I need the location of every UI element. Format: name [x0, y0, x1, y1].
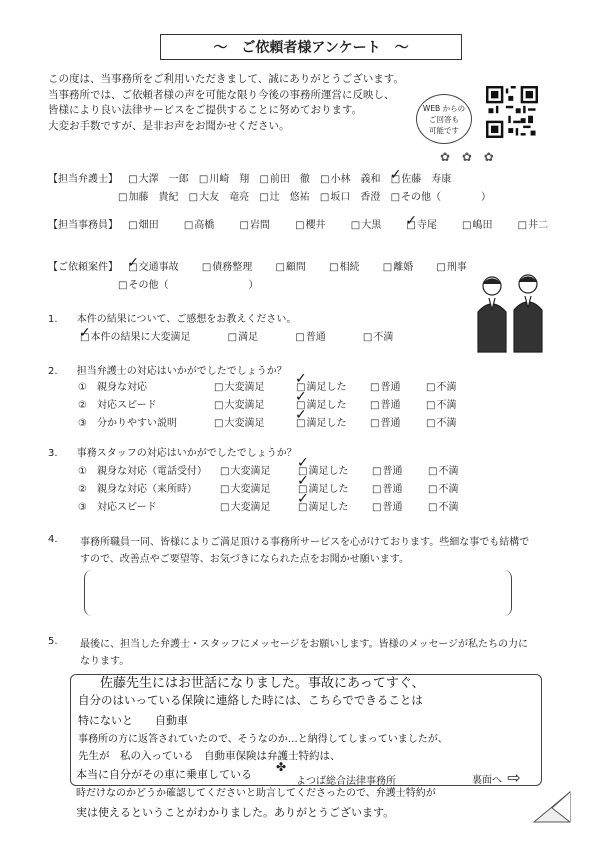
- q3-option[interactable]: □ 普通: [372, 462, 402, 477]
- intro-line: 皆様により良い法律サービスをご提供することに努めております。: [48, 104, 363, 116]
- q3-option-checked[interactable]: □ 満足した ✓: [298, 498, 348, 513]
- q2-item: [78, 378, 478, 396]
- q4-line: すので、改善点やご要望等、お気づきになられた点をお聞かせ願います。: [80, 554, 409, 565]
- intro-line: 大変お手数ですが、是非お声をお聞かせください。: [48, 119, 290, 132]
- q2-option[interactable]: □ 大変満足: [214, 414, 264, 429]
- staff-option[interactable]: □ 岩間: [239, 220, 269, 231]
- lawyer-option[interactable]: □ 小林 義和: [320, 174, 380, 185]
- q2-option-checked[interactable]: □ 満足した ✓: [296, 378, 346, 393]
- case-row-1: [48, 258, 474, 273]
- handwritten-line: 自分のはいっている保険に連絡した時には、こちらでできることは: [78, 693, 423, 707]
- q2-option[interactable]: □ 大変満足: [214, 378, 264, 393]
- intro-text: [48, 72, 468, 134]
- lawyer-option[interactable]: □ 坂口 香澄: [320, 192, 380, 203]
- item-label: ① 親身な対応（電話受付）: [78, 466, 207, 477]
- case-option-checked[interactable]: □ 交通事故 ✓: [128, 262, 178, 273]
- case-option[interactable]: □ 相続: [329, 262, 359, 273]
- q4-heading: [48, 534, 58, 545]
- staff-option[interactable]: □ 大黒: [351, 220, 381, 231]
- back-page-label: 裏面へ: [472, 775, 502, 786]
- q2-option[interactable]: □ 普通: [370, 378, 400, 393]
- q3-option-checked[interactable]: □ 満足した ✓: [298, 462, 348, 477]
- q2-heading: [48, 362, 287, 377]
- case-label: 【ご依頼案件】: [48, 262, 118, 273]
- item-label: ② 対応スピード: [78, 400, 157, 411]
- q3-grid: [78, 462, 498, 516]
- staff-illustration: [472, 272, 550, 360]
- bubble-line: ご回答も: [429, 114, 459, 124]
- q3-option[interactable]: □ 大変満足: [220, 480, 270, 495]
- arrow-right-icon: ⇨: [507, 768, 521, 787]
- q4-line: 事務所職員一同、皆様によりご満足頂ける事務所サービスを心がけております。些細な事でも結構で: [80, 537, 530, 548]
- lawyer-option[interactable]: □ 辻 悠祐: [259, 192, 309, 203]
- page-title: ～ ご依頼者様アンケート ～: [160, 34, 462, 60]
- q2-option[interactable]: □ 普通: [370, 396, 400, 411]
- case-row-2: [118, 276, 265, 291]
- lawyer-option[interactable]: □ 加藤 貴紀: [118, 192, 178, 203]
- handwritten-line: 特にないと 自動車: [78, 714, 188, 727]
- case-option[interactable]: □ 顧問: [275, 262, 305, 273]
- q5-heading: [48, 636, 58, 647]
- back-page-link[interactable]: [472, 768, 521, 787]
- staff-option-checked[interactable]: □ 寺尾 ✓: [406, 220, 436, 231]
- q3-item: [78, 462, 498, 480]
- q2-option[interactable]: □ 不満: [426, 396, 456, 411]
- intro-line: この度は、当事務所をご利用いただきまして、誠にありがとうございます。: [48, 73, 404, 85]
- q2-item: [78, 396, 478, 414]
- item-label: ③ 対応スピード: [78, 502, 157, 513]
- question-text: 事務スタッフの対応はいかがでしたでしょうか？: [76, 448, 297, 459]
- q1-option[interactable]: □ 満足: [228, 332, 258, 343]
- firm-name: よつば総合法律事務所: [296, 776, 396, 787]
- page-curl-icon: [532, 790, 572, 824]
- item-label: ① 親身な対応: [78, 382, 147, 393]
- q3-option[interactable]: □ 不満: [428, 498, 458, 513]
- q2-option-checked[interactable]: □ 満足した ✓: [296, 396, 346, 411]
- q3-option[interactable]: □ 普通: [372, 480, 402, 495]
- q5-line: 最後に、担当した弁護士・スタッフにメッセージをお願いします。皆様のメッセージが私たちの力に: [80, 639, 528, 650]
- q2-option-checked[interactable]: □ 満足した ✓: [296, 414, 346, 429]
- q5-line: なります。: [80, 656, 130, 667]
- handwritten-line: 実は使えるということがわかりました。ありがとうございます。: [76, 806, 395, 819]
- q2-option[interactable]: □ 不満: [426, 414, 456, 429]
- q1-heading: [48, 310, 296, 325]
- qr-code[interactable]: [486, 86, 538, 138]
- question-text: 本件の結果について、ご感想をお教えください。: [76, 314, 297, 325]
- q3-option[interactable]: □ 大変満足: [220, 498, 270, 513]
- clover-logo-icon: ✤: [276, 760, 287, 774]
- lawyer-option[interactable]: □ その他（ ）: [391, 192, 491, 203]
- q2-grid: [78, 378, 478, 432]
- q5-text: [80, 636, 550, 670]
- lawyer-option[interactable]: □ 前田 徹: [259, 174, 309, 185]
- question-number: 3.: [48, 448, 58, 459]
- staff-option[interactable]: □ 櫻井: [295, 220, 325, 231]
- clover-decoration: ✿ ✿ ✿: [440, 150, 498, 164]
- handwritten-line: 本当に自分がその車に乗車している: [76, 768, 252, 781]
- bubble-line: 可能です: [429, 125, 459, 135]
- staff-option[interactable]: □ 畑田: [128, 220, 158, 231]
- q2-item: [78, 414, 478, 432]
- lawyer-label: 【担当弁護士】: [48, 174, 118, 185]
- question-number: 1.: [48, 314, 58, 325]
- q2-option[interactable]: □ 普通: [370, 414, 400, 429]
- staff-row: [48, 216, 555, 231]
- lawyer-row-2: [118, 188, 498, 203]
- q3-item: [78, 498, 498, 516]
- q1-options: [80, 328, 400, 343]
- q3-option[interactable]: □ 不満: [428, 480, 458, 495]
- q1-option-checked[interactable]: □ 本件の結果に大変満足 ✓: [80, 332, 190, 343]
- staff-label: 【担当事務員】: [48, 220, 118, 231]
- item-label: ② 親身な対応（来所時）: [78, 484, 197, 495]
- handwritten-line: 佐藤先生にはお世話になりました。事故にあってすぐ、: [100, 676, 425, 691]
- lawyer-option[interactable]: □ 大澤 一郎: [128, 174, 188, 185]
- q2-option[interactable]: □ 不満: [426, 378, 456, 393]
- q1-option[interactable]: □ 不満: [363, 332, 393, 343]
- item-label: ③ 分かりやすい説明: [78, 418, 177, 429]
- q4-answer-field[interactable]: [84, 570, 512, 616]
- question-text: 担当弁護士の対応はいかがでしたでしょうか？: [76, 366, 287, 377]
- handwritten-line: 時だけなのかどうか確認してくださいと助言してくださったので、弁護士特約が: [76, 788, 436, 799]
- handwritten-line: 事務所の方に返答されていたので、そうなのか…と納得してしまっていましたが、: [78, 734, 448, 745]
- question-number: 5.: [48, 636, 58, 647]
- q3-option[interactable]: □ 不満: [428, 462, 458, 477]
- q2-option[interactable]: □ 大変満足: [214, 396, 264, 411]
- q1-option[interactable]: □ 普通: [295, 332, 325, 343]
- question-number: 4.: [48, 534, 58, 545]
- case-option[interactable]: □ 債務整理: [202, 262, 252, 273]
- case-option[interactable]: □ 刑事: [436, 262, 466, 273]
- case-option[interactable]: □ その他（ ）: [118, 280, 258, 291]
- q4-text: [80, 534, 550, 568]
- intro-line: 当事務所では、ご依頼者様の声を可能な限り今後の事務所運営に反映し、: [48, 88, 395, 101]
- q3-option-checked[interactable]: □ 満足した ✓: [298, 480, 348, 495]
- staff-option[interactable]: □ 高橋: [184, 220, 214, 231]
- q3-option[interactable]: □ 大変満足: [220, 462, 270, 477]
- web-answer-bubble: [416, 94, 472, 144]
- lawyer-row-1: [48, 170, 458, 185]
- staff-option[interactable]: □ 嶋田: [462, 220, 492, 231]
- q3-item: [78, 480, 498, 498]
- lawyer-option[interactable]: □ 川崎 翔: [199, 174, 249, 185]
- question-number: 2.: [48, 366, 58, 377]
- lawyer-option[interactable]: □ 大友 竜亮: [189, 192, 249, 203]
- q3-option[interactable]: □ 普通: [372, 498, 402, 513]
- q3-heading: [48, 444, 297, 459]
- staff-option[interactable]: □ 井二: [518, 220, 548, 231]
- handwritten-line: 先生が 私の入っている 自動車保険は弁護士特約は、: [78, 750, 341, 762]
- lawyer-option-checked[interactable]: □ 佐藤 寿康 ✓: [391, 174, 451, 185]
- bubble-line: WEB からの: [422, 103, 466, 113]
- case-option[interactable]: □ 離婚: [383, 262, 413, 273]
